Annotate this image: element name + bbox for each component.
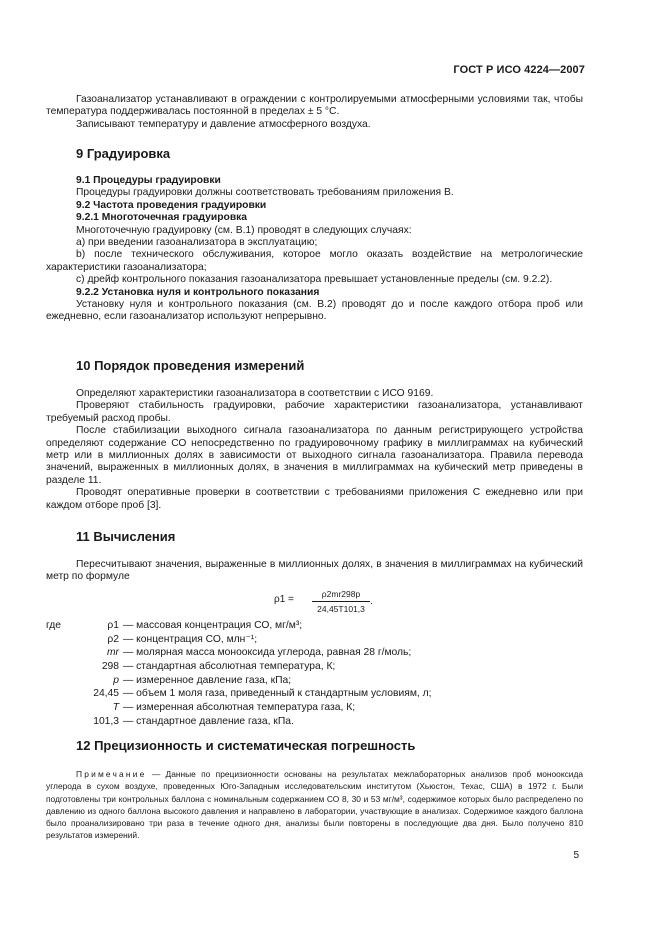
definition-row	[46, 647, 446, 661]
section-heading: 10 Порядок проведения измерений	[76, 358, 305, 373]
section-11	[46, 531, 583, 543]
definition-symbol: T	[112, 702, 119, 714]
definition-row	[46, 620, 446, 634]
paragraph: Проверяют стабильность градуировки, рабочие характеристики газоанализатора, устанавливают требуемый расход пробы.	[46, 400, 583, 424]
paragraph: Определяют характеристики газоанализатора в соответствии с ИСО 9169.	[76, 388, 434, 399]
note-label: Примечание	[76, 769, 147, 779]
definition-text: — молярная масса монооксида углерода, равная 28 г/моль;	[123, 647, 412, 659]
definition-row	[46, 716, 446, 730]
definition-text: — измеренное давление газа, кПа;	[123, 674, 292, 686]
definition-symbol: mr	[106, 647, 119, 659]
paragraph: Установку нуля и контрольного показания (см. В.2) проводят до и после каждого отбора проб или ежедневно, если газоанализатор используют непрерывно.	[46, 299, 583, 323]
section-9-body	[46, 175, 583, 324]
variable-definitions	[46, 620, 446, 730]
section-heading: 9 Градуировка	[76, 146, 171, 161]
formula-fraction	[312, 588, 370, 616]
section-9	[46, 148, 583, 160]
section-10-body	[46, 388, 583, 512]
definition-symbol: ρ1	[107, 620, 119, 631]
subsection-heading: 9.2 Частота проведения градуировки	[76, 199, 267, 211]
section-heading: 11 Вычисления	[76, 529, 176, 544]
list-item: c) дрейф контрольного показания газоанализатора превышает установленные пределы (см. 9.2.2).	[76, 274, 553, 286]
precision-note	[46, 768, 583, 842]
subsection-heading: 9.1 Процедуры градуировки	[76, 175, 221, 186]
paragraph: Процедуры градуировки должны соответствовать требованиям приложения В.	[76, 187, 454, 199]
definition-symbol: ρ2	[107, 633, 119, 645]
list-item: a) при введении газоанализатора в эксплуатацию;	[76, 237, 318, 249]
list-item: b) после технического обслуживания, которое могло оказать воздействие на метрологические характеристики газоанализатора;	[46, 249, 583, 273]
intro-block	[46, 94, 583, 131]
definition-row	[46, 702, 446, 716]
definition-row	[46, 688, 446, 702]
definition-row	[46, 661, 446, 675]
definition-text: — концентрация СО, млн⁻¹;	[123, 633, 258, 645]
definition-symbol: 24,45	[93, 688, 119, 700]
note-text: — Данные по прецизионности основаны на результатах межлабораторных анализов проб монооксида углерода в сухом воздухе, проведенных Юго-Западным исследовательским институтом (Хьюстон, Техас, США) в 1972 г. Были подготовлены три контрольных баллона с номинальным содержанием СО 8, 30 и 53 мг/м³, содержимое которых было распределено по давлению из одного баллона высокого давления и направлено в лаборатории, участвующие в анализах. Содержимое каждого баллона было проанализировано три раза в течение одного дня, анализы были повторены в последующие два дня. Было получено 810 результатов измерений.	[46, 769, 583, 841]
section-12	[46, 740, 583, 752]
definition-row	[46, 634, 446, 648]
formula-lhs: ρ1 =	[274, 594, 294, 605]
formula-numerator: ρ2mr298p	[312, 588, 370, 602]
where-label: где	[46, 620, 62, 631]
paragraph: Многоточечную градуировку (см. В.1) проводят в следующих случаях:	[76, 224, 412, 236]
definition-text: — объем 1 моля газа, приведенный к стандартным условиям, л;	[123, 688, 432, 700]
formula-denominator: 24,45T101,3	[317, 604, 365, 615]
intro-paragraph: Записывают температуру и давление атмосферного воздуха.	[76, 118, 371, 130]
definition-symbol: 101,3	[93, 715, 119, 727]
definition-symbol: 298	[101, 661, 119, 673]
definition-text: — стандартная абсолютная температура, К;	[123, 661, 336, 673]
formula-end: .	[370, 596, 373, 607]
standard-header: ГОСТ Р ИСО 4224—2007	[453, 64, 585, 76]
section-heading: 12 Прецизионность и систематическая погрешность	[76, 738, 416, 753]
definition-text: — стандартное давление газа, кПа.	[123, 715, 294, 727]
definition-row	[46, 675, 446, 689]
definition-symbol: p	[113, 674, 119, 686]
definition-text: — массовая концентрация СО, мг/м³;	[123, 620, 303, 631]
definition-text: — измеренная абсолютная температура газа, К;	[123, 702, 356, 714]
paragraph: Проводят оперативные проверки в соответствии с требованиями приложения С ежедневно или при каждом отборе проб [3].	[46, 487, 583, 511]
paragraph: Пересчитывают значения, выраженные в миллионных долях, в значения в миллиграммах на кубический метр по формуле	[46, 559, 583, 583]
subsection-heading: 9.2.2 Установка нуля и контрольного показания	[76, 286, 320, 298]
subsection-heading: 9.2.1 Многоточечная градуировка	[76, 212, 248, 224]
section-11-body	[46, 559, 583, 584]
section-10	[46, 360, 583, 372]
intro-paragraph: Газоанализатор устанавливают в ограждении с контролируемыми атмосферными условиями так, чтобы температура поддерживалась постоянной в пределах ± 5 °С.	[46, 94, 583, 118]
page-number: 5	[573, 850, 579, 861]
paragraph: После стабилизации выходного сигнала газоанализатора по данным регистрирующего устройства определяют содержание СО непосредственно по градуировочному графику в миллиграммах на кубический метр или в миллионных долях в зависимости от выходного сигнала газоанализатора. Правила перевода значений, выраженных в миллионных долях, в значения в миллиграммах на кубический метр приведены в разделе 11.	[46, 425, 583, 486]
